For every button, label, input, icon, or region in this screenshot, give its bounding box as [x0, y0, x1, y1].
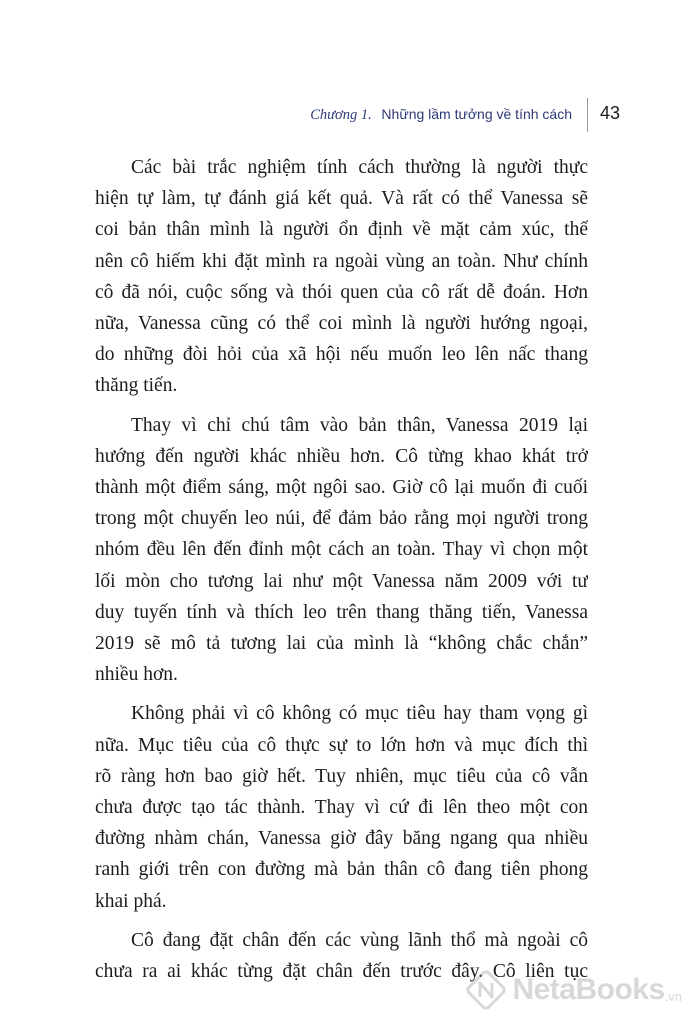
text-line: hướng đến người khác nhiều hơn. Cô từng khao khát trở: [95, 445, 588, 467]
text-line: 2019 sẽ mô tả tương lai của mình là “không chắc chắn”: [95, 633, 588, 655]
text-line: nữa, Vanessa cũng có thể coi mình là người hướng ngoại,: [95, 313, 588, 335]
text-line: hiện tự làm, tự đánh giá kết quả. Và rất có thể Vanessa sẽ: [95, 188, 588, 210]
text-line: khai phá.: [95, 890, 167, 912]
text-line: nhiều hơn.: [95, 664, 178, 686]
watermark-brand: NetaBooks: [512, 973, 665, 1006]
text-line: Thay vì chỉ chú tâm vào bản thân, Vanessa 2019 lại: [131, 414, 588, 436]
text-line: ranh giới trên con đường mà bản thân cô đang tiên phong: [95, 859, 588, 881]
paragraph: [95, 698, 588, 916]
text-line: nhóm đều lên đến đỉnh một cách an toàn. Thay vì chọn một: [95, 539, 588, 561]
text-line: nên cô hiếm khi đặt mình ra ngoài vùng an toàn. Như chính: [95, 250, 588, 272]
text-line: Cô đang đặt chân đến các vùng lãnh thổ mà ngoài cô: [131, 929, 588, 951]
text-line: chưa ra ai khác từng đặt chân đến trước đây. Cô liên tục: [95, 961, 588, 983]
chapter-title: Những lầm tưởng về tính cách: [381, 106, 572, 122]
text-line: lối mòn cho tương lai như một Vanessa năm 2009 với tư: [95, 570, 588, 592]
text-line: duy tuyến tính và thích leo trên thang thăng tiến, Vanessa: [95, 601, 588, 623]
header-divider: [587, 98, 588, 132]
watermark: [466, 968, 682, 1012]
text-line: rõ ràng hơn bao giờ hết. Tuy nhiên, mục tiêu của cô vẫn: [95, 765, 588, 787]
running-header: [0, 98, 700, 134]
text-line: thành một điểm sáng, một ngôi sao. Giờ cô lại muốn đi cuối: [95, 477, 588, 499]
text-line: trong một chuyến leo núi, để đảm bảo rằng mọi người trong: [95, 508, 588, 530]
text-line: chưa được tạo tác thành. Thay vì cứ đi lên theo một con: [95, 797, 588, 819]
text-line: thăng tiến.: [95, 375, 178, 397]
watermark-suffix: .vn: [664, 989, 682, 1004]
text-line: Không phải vì cô không có mục tiêu hay tham vọng gì: [131, 703, 588, 725]
text-line: đường nhàm chán, Vanessa giờ đây băng ngang qua nhiều: [95, 828, 588, 850]
text-line: coi bản thân mình là người ổn định về mặt cảm xúc, thế: [95, 219, 588, 241]
text-line: nữa. Mục tiêu của cô thực sự to lớn hơn và mục đích thì: [95, 734, 588, 756]
page-number: 43: [600, 103, 621, 123]
paragraph: [95, 410, 588, 691]
chapter-heading: [310, 106, 572, 124]
text-line: cô đã nói, cuộc sống và thói quen của cô rất dễ đoán. Hơn: [95, 281, 588, 303]
paragraph: [95, 152, 588, 402]
text-line: Các bài trắc nghiệm tính cách thường là người thực: [131, 157, 588, 178]
chapter-label: Chương 1.: [310, 107, 372, 123]
text-line: do những đòi hỏi của xã hội nếu muốn leo lên nấc thang: [95, 344, 588, 366]
body-text: [95, 152, 588, 995]
netabooks-logo-icon: [466, 970, 506, 1010]
